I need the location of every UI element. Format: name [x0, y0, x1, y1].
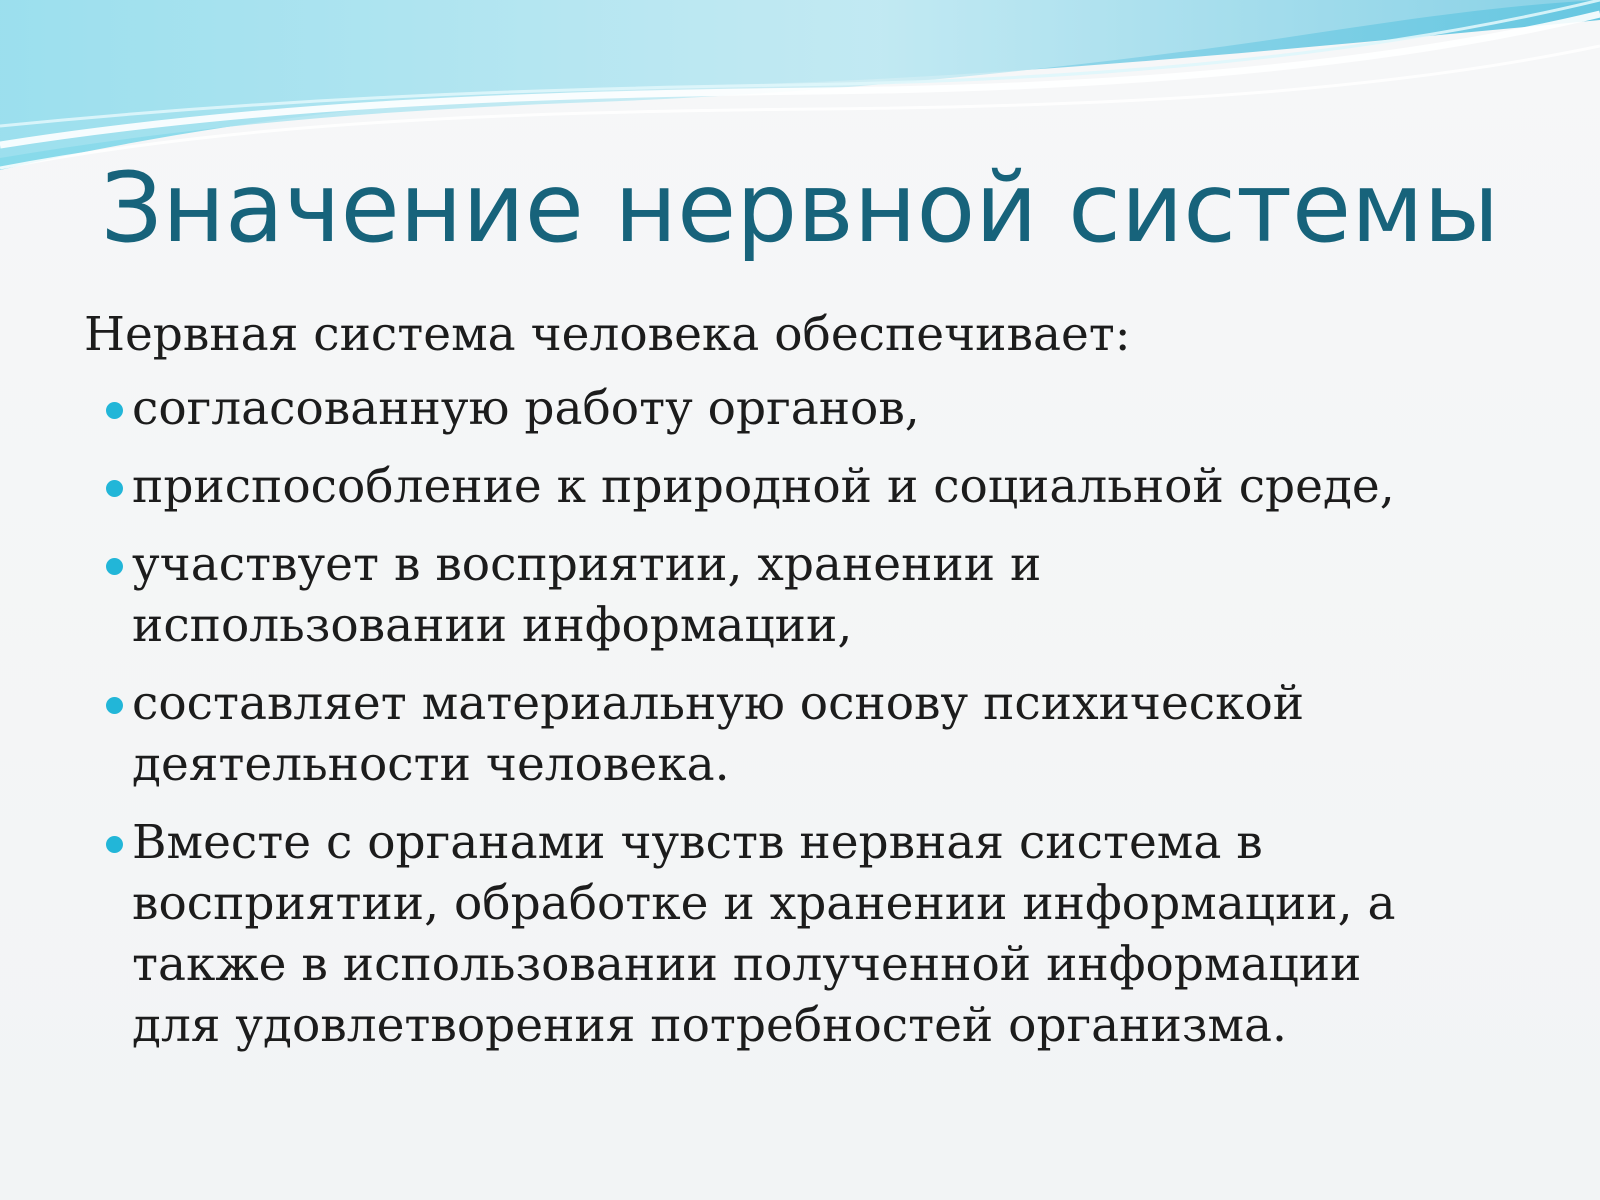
bullet-item [84, 534, 1544, 656]
bullet-text: приспособление к природной и социальной среде, [132, 459, 1395, 514]
bullet-text: участвует в восприятии, хранении и использовании информации, [132, 537, 1042, 653]
bullet-item [84, 812, 1544, 1056]
slide-content [84, 304, 1544, 1073]
bullet-text: Вместе с органами чувств нервная система в восприятии, обработке и хранении информации, а также в использовании полученной информации для удовлетворения потребностей организма. [132, 815, 1396, 1053]
slide-title: Значение нервной системы [100, 152, 1500, 264]
bullet-item [84, 456, 1544, 517]
bullet-item [84, 378, 1544, 439]
bullet-dot-icon [106, 697, 123, 714]
intro-text: Нервная система человека обеспечивает: [84, 307, 1131, 362]
bullet-dot-icon [106, 480, 123, 497]
bullet-text: составляет материальную основу психической деятельности человека. [132, 676, 1305, 792]
bullet-text: согласованную работу органов, [132, 381, 920, 436]
bullet-dot-icon [106, 836, 123, 853]
bullet-item [84, 673, 1544, 795]
bullet-dot-icon [106, 558, 123, 575]
bullet-dot-icon [106, 402, 123, 419]
bullet-list [84, 378, 1544, 1056]
